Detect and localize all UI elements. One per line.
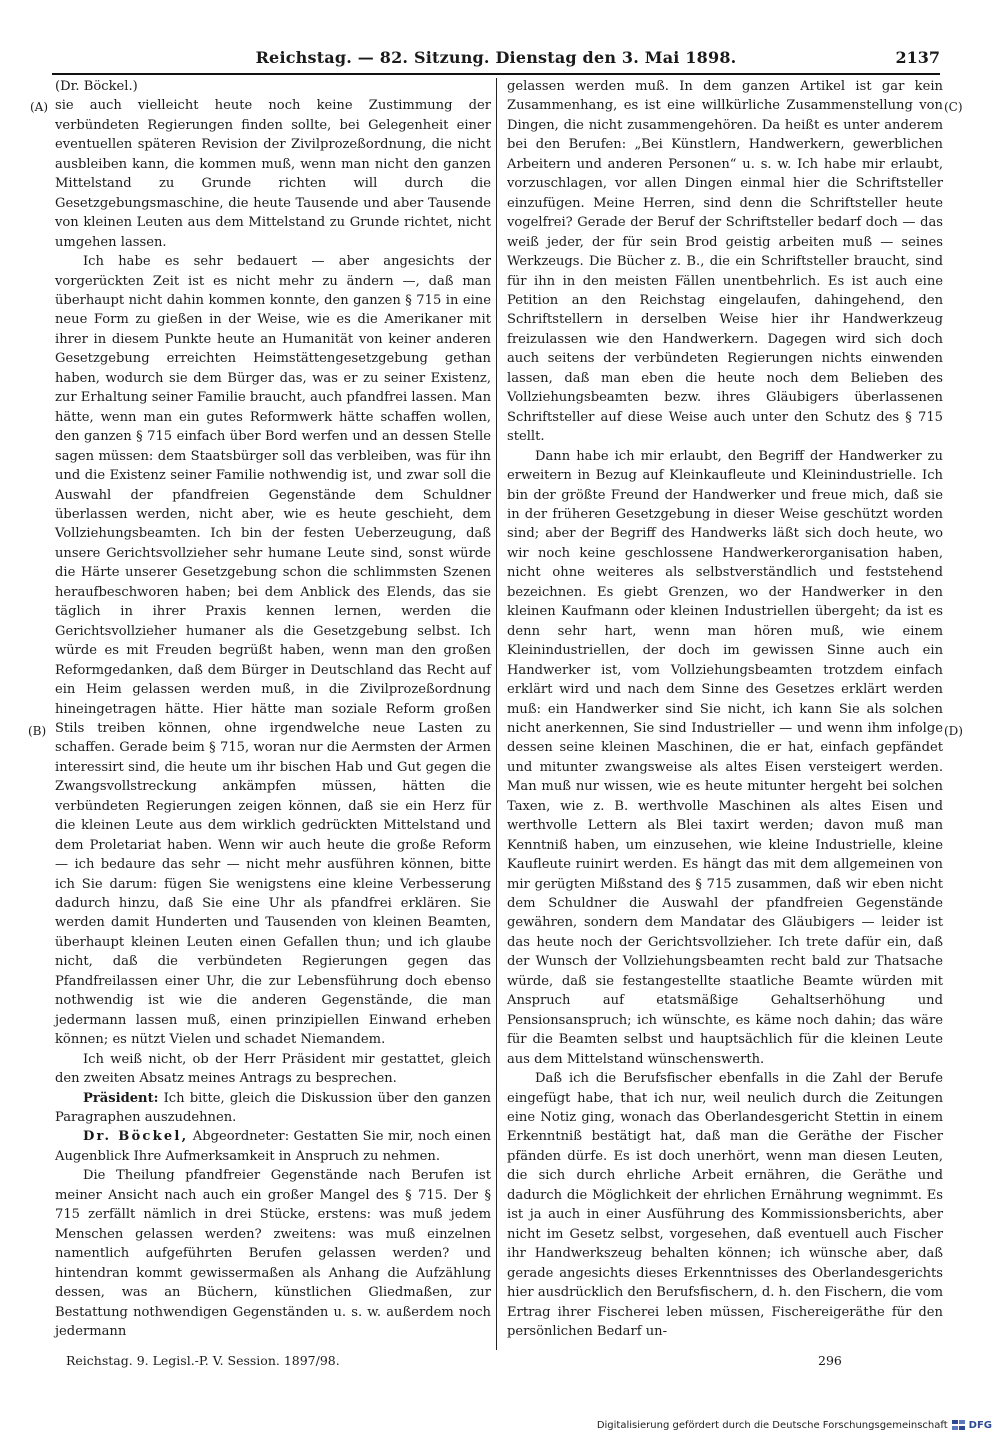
margin-marker-c: (C) <box>944 100 963 114</box>
paragraph: gelassen werden muß. In dem ganzen Artikel ist gar kein Zusammenhang, es ist eine willkürliche Zusammenstellung von Dingen, die nicht zusammengehören. Da heißt es unter anderem bei den Berufen: „Bei Künstlern, Handwerkern, gewerblichen Arbeitern und anderen Personen“ u. s. w. Ich habe mir erlaubt, vorzuschlagen, vor allen Dingen einmal hier die Schriftsteller einzufügen. Meine Herren, sind denn die Schriftsteller heute vogelfrei? Gerade der Beruf der Schriftsteller bedarf doch — das weiß jeder, der für sein Brod geistig arbeiten muß — seines Werkzeugs. Die Bücher z. B., die ein Schriftsteller braucht, sind für ihn in den meisten Fällen unentbehrlich. Es ist auch eine Petition an den Reichstag eingelaufen, dahingehend, den Schriftstellern in derselben Weise hier ihr Handwerkzeug freizulassen wie den Handwerkern. Dagegen wird sich doch auch seitens der verbündeten Regierungen nichts einwenden lassen, daß man eben die heute noch dem Belieben des Vollziehungsbeamten bezw. ihres Gläubigers überlassenen Schriftsteller auf diese Weise auch unter den Schutz des § 715 stellt. <box>507 79 943 445</box>
page-number: 2137 <box>895 48 940 67</box>
remark-text: Ich bitte, gleich die Diskussion über den ganzen Paragraphen auszudehnen. <box>55 1090 491 1126</box>
right-column <box>507 77 943 1341</box>
footer-sheet-number: 296 <box>818 1353 842 1368</box>
paragraph: Daß ich die Berufsfischer ebenfalls in die Zahl der Berufe eingefügt habe, that ich nur, weil neulich durch die Zeitungen eine Notiz ging, wonach das Oberlandesgericht Stettin in einem Erkenntniß bestätigt hat, daß man die Geräthe der Fischer pfänden dürfe. Es ist doch unerhört, wenn man diesen Leuten, die sich durch ehrliche Arbeit ernähren, die Geräthe und dadurch die Möglichkeit der ehrlichen Ernährung wegnimmt. Es ist ja auch in einer Ausführung des Kommissionsberichts, aber nicht im Gesetz selbst, vorgesehen, daß eventuell auch Fischer ihr Handwerkszeug behalten können; ich wünsche aber, daß gerade angesichts dieses Erkenntnisses des Oberlandesgerichts hier ausdrücklich den Berufsfischern, d. h. den Fischern, die vom Ertrag ihrer Fischerei leben müssen, Fischereigeräthe für den persönlichen Bedarf un- <box>507 1071 943 1339</box>
speaker-name: Präsident: <box>83 1090 159 1106</box>
paragraph: Ich habe es sehr bedauert — aber angesichts der vorgerückten Zeit ist es nicht mehr zu ändern —, daß man überhaupt nicht dahin kommen konnte, den ganzen § 715 in eine neue Form zu gießen in der Weise, wie es die Amerikaner mit ihrer in diesem Punkte heute an Humanität von keiner anderen Gesetzgebung erreichten Heimstättengesetzgebung gethan haben, wodurch sie dem Bürger das, was er zu seiner Existenz, zur Erhaltung seiner Familie braucht, auch pfandfrei lassen. Man hätte, wenn man ein gutes Reformwerk hätte schaffen wollen, den ganzen § 715 einfach über Bord werfen und an dessen Stelle sagen müssen: dem Staatsbürger soll das verbleiben, was für ihn und die Existenz seiner Familie nothwendig ist, und zwar soll die Auswahl der pfandfreien Gegenstände dem Schuldner überlassen werden, nicht aber, wie es heute geschieht, dem Vollziehungsbeamten. Ich bin der festen Ueberzeugung, daß unsere Gerichtsvollzieher sehr humane Leute sind, sonst würde die Härte unserer Gesetzgebung schon die schlimmsten Szenen heraufbeschworen haben; bei dem Anblick des Elends, das sie täglich in ihrer Praxis kennen lernen, werden die Gerichtsvollzieher humaner als die Gesetzgebung selbst. Ich würde es mit Freuden begrüßt haben, wenn man den großen Reformgedanken, daß dem Bürger in Deutschland das Recht auf ein Heim gelassen werden muß, in die Zivilprozeßordnung hineingetragen hätte. Hier hätte man soziale Reform großen Stils treiben können, ohne irgendwelche neue Lasten zu schaffen. Gerade beim § 715, woran nur die Aermsten der Armen interessirt sind, die heute um ihr bischen Hab und Gut gegen die Zwangsvollstreckung ankämpfen müssen, hätten die verbündeten Regierungen zeigen können, daß sie ein Herz für die kleinen Leute aus dem wirklich gedrückten Mittelstand und dem Proletariat haben. Wenn wir auch heute die große Reform — ich bedaure das sehr — nicht mehr ausführen können, bitte ich Sie darum: fügen Sie wenigstens eine kleine Verbesserung dadurch hinzu, daß Sie eine Uhr als pfandfrei erklären. Sie werden damit Hunderten und Tausenden von kleinen Beamten, überhaupt kleinen Leuten einen Gefallen thun; und ich glaube nicht, daß die verbündeten Regierungen gegen das Pfandfreilassen einer Uhr, die zur Lebensführung doch ebenso nothwendig ist wie die anderen Gegenstände, die man jedermann lassen muß, einen prinzipiellen Einwand erheben können; es nützt Vielen und schadet Niemandem. <box>55 254 491 1048</box>
margin-marker-a: (A) <box>30 100 49 114</box>
speaker-name: Dr. Böckel, <box>83 1129 189 1145</box>
speaker-remark <box>55 1127 491 1166</box>
speaker-tag: (Dr. Böckel.) <box>55 79 138 94</box>
paragraph: Dann habe ich mir erlaubt, den Begriff der Handwerker zu erweitern in Bezug auf Kleinkaufleute und Kleinindustrielle. Ich bin der größte Freund der Handwerker und freue mich, daß sie in der früheren Gesetzgebung in dieser Weise geschützt worden sind; aber der Begriff des Handwerks läßt sich doch heute, wo wir noch keine geschlossene Handwerkerorganisation haben, nicht ohne weiteres als selbstverständlich und feststehend bezeichnen. Es giebt Grenzen, wo der Handwerker in den kleinen Kaufmann oder kleinen Industriellen übergeht; da ist es denn sehr hart, wenn man hören muß, wie einem Kleinindustriellen, der doch im gewissen Sinne auch ein Handwerker ist, vom Vollziehungsbeamten trotzdem einfach erklärt wird und nach dem Sinne des Gesetzes erklärt werden muß: ein Handwerker sind Sie nicht, ich kann Sie als solchen nicht anerkennen, Sie sind Industrieller — und wenn ihm infolge dessen seine kleinen Maschinen, die er hat, einfach gepfändet und mitunter zwangsweise als altes Eisen versteigert werden. Man muß nur wissen, wie es heute mitunter hergeht bei solchen Taxen, wie z. B. werthvolle Maschinen als altes Eisen und werthvolle Lettern als Blei taxirt werden; davon muß man Kenntniß haben, um einzusehen, wie kleine Industrielle, kleine Kaufleute ruinirt werden. Es hängt das mit dem allgemeinen von mir gerügten Mißstand des § 715 zusammen, daß wir eben nicht dem Schuldner die Auswahl der pfandfreien Gegenstände gewähren, sondern dem Mandatar des Gläubigers — leider ist das heute noch der Gerichtsvollzieher. Ich trete dafür ein, daß der Wunsch der Vollziehungsbeamten recht bald zur Thatsache würde, daß sie festangestellte staatliche Beamte würden mit Anspruch auf etatsmäßige Gehaltserhöhung und Pensionsanspruch; ich wünschte, es käme noch dahin; das wäre für die Beamten selbst und hauptsächlich für die kleinen Leute aus dem Mittelstand wünschenswerth. <box>507 448 943 1067</box>
left-column <box>55 77 491 1341</box>
credit-text: Digitalisierung gefördert durch die Deutsche Forschungsgemeinschaft <box>596 1419 948 1431</box>
paragraph: Ich weiß nicht, ob der Herr Präsident mir gestattet, gleich den zweiten Absatz meines Antrags zu besprechen. <box>55 1051 491 1087</box>
president-remark <box>55 1089 491 1128</box>
running-title: Reichstag. — 82. Sitzung. Dienstag den 3. Mai 1898. <box>255 48 737 67</box>
column-divider <box>496 78 497 1350</box>
footer-session-line: Reichstag. 9. Legisl.-P. V. Session. 1897/98. <box>66 1353 340 1368</box>
remark-text: Abgeordneter: Gestatten Sie mir, noch einen Augenblick Ihre Aufmerksamkeit in Anspruch zu nehmen. <box>55 1129 491 1164</box>
margin-marker-d: (D) <box>944 724 963 738</box>
paragraph: sie auch vielleicht heute noch keine Zustimmung der verbündeten Regierungen finden sollte, bei Gelegenheit einer eventuellen späteren Revision der Zivilprozeßordnung, die nicht ausbleiben kann, die kommen muß, wenn man nicht den ganzen Mittelstand zu Grunde richten will durch die Gesetzgebungsmaschine, die heute Tausende und aber Tausende von kleinen Leuten aus dem Mittelstand zu Grunde richtet, nicht umgehen lassen. <box>55 98 491 250</box>
dfg-mark: DFG <box>968 1419 992 1431</box>
page-header <box>52 48 940 72</box>
dfg-logo-icon <box>952 1419 966 1431</box>
paragraph: Die Theilung pfandfreier Gegenstände nach Berufen ist meiner Ansicht nach auch ein großer Mangel des § 715. Der § 715 zerfällt nämlich in drei Stücke, erstens: was muß jedem Menschen gelassen werden? zweitens: was muß einzelnen namentlich aufgeführten Berufen gelassen werden? und hintendran kommt gewissermaßen als Anhang die Aufzählung dessen, was an Büchern, künstlichen Gliedmaßen, zur Bestattung nothwendigen Gegenständen u. s. w. außerdem noch jedermann <box>55 1168 491 1339</box>
digitization-credit <box>597 1418 992 1432</box>
header-rule <box>52 73 940 75</box>
margin-marker-b: (B) <box>28 724 47 738</box>
